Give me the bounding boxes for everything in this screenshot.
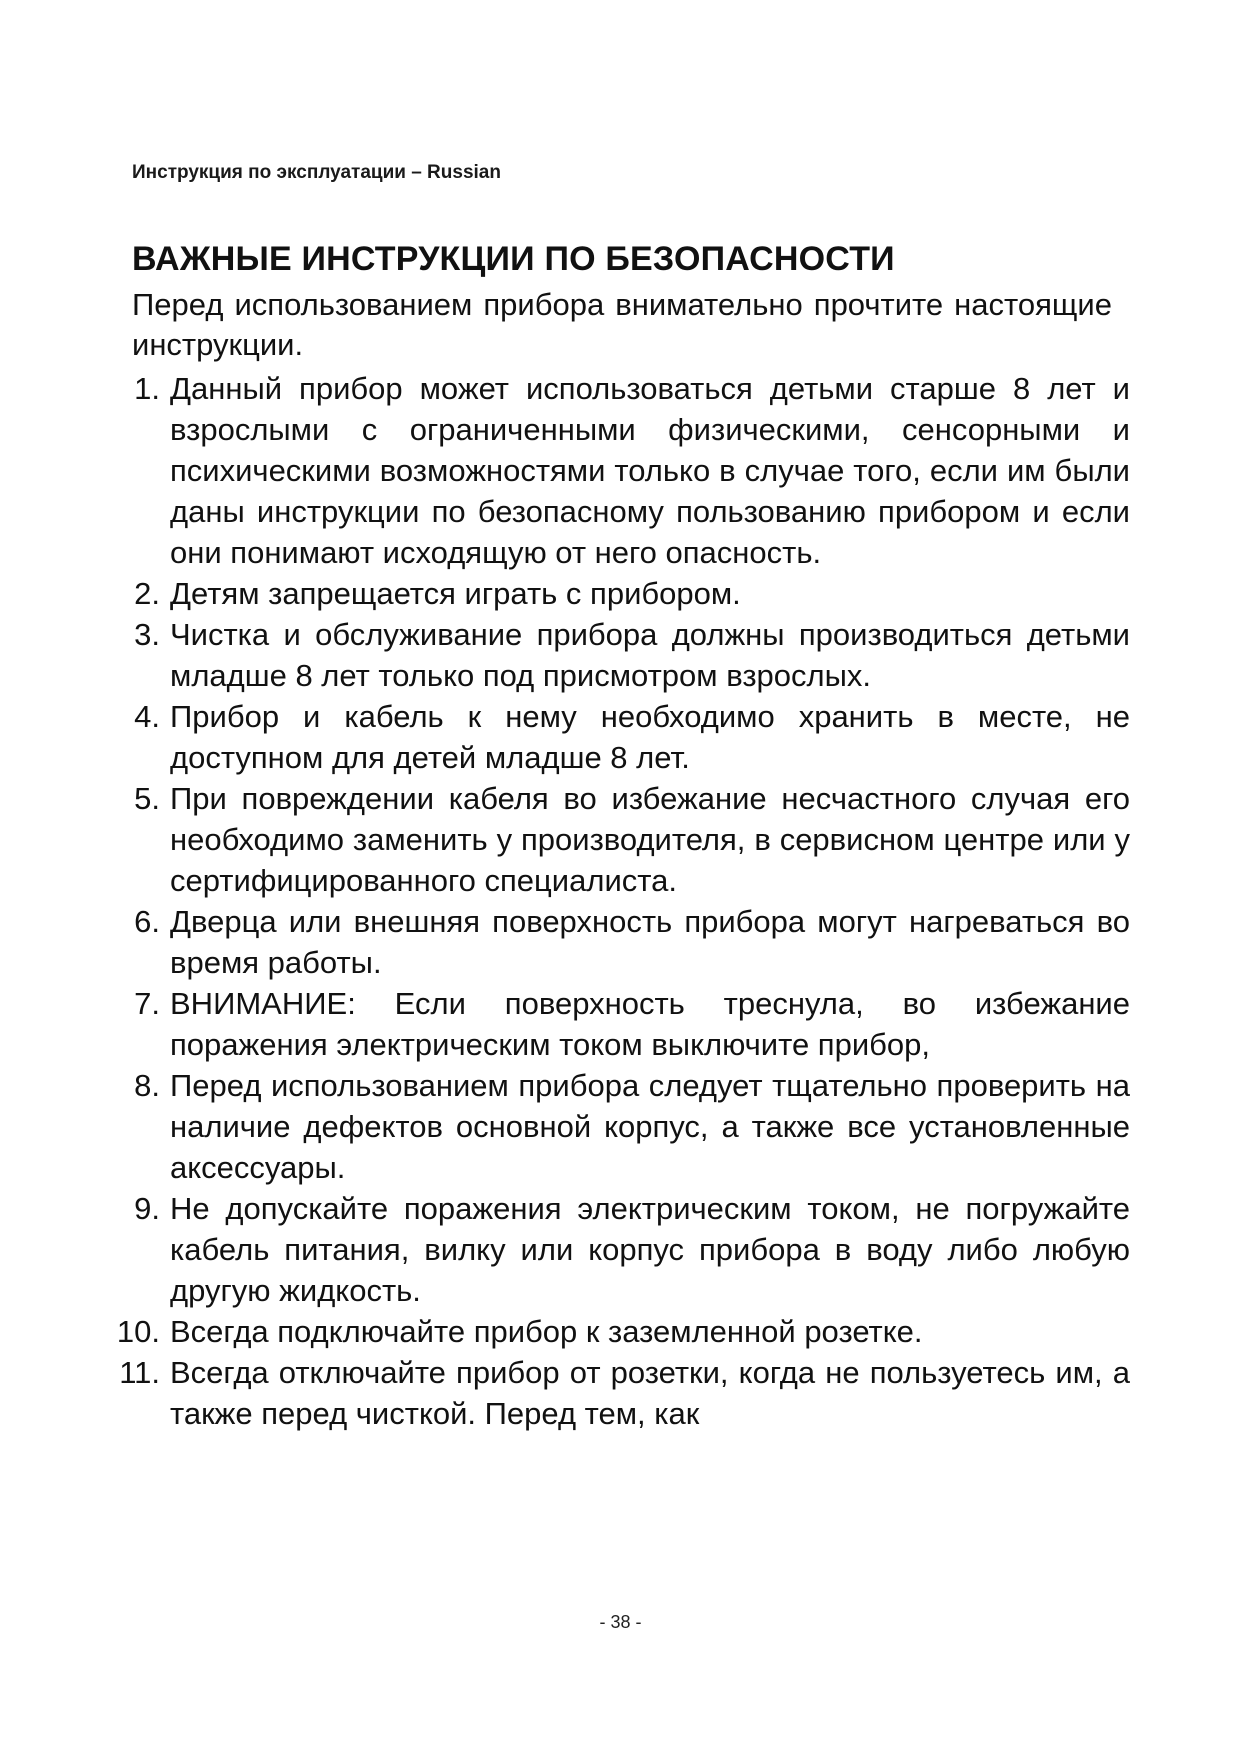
safety-rules-list bbox=[100, 368, 1130, 1434]
list-item-text: Данный прибор может использоваться детьми старше 8 лет и взрослыми с ограниченными физическими, сенсорными и психическими возможностями только в случае того, если им были даны инструкции по безопасному пользованию прибором и если они понимают исходящую от него опасность. bbox=[170, 371, 1130, 570]
list-item-number: 10. bbox=[116, 1314, 160, 1349]
list-item-text: ВНИМАНИЕ: Если поверхность треснула, во избежание поражения электрическим током выключите прибор, bbox=[170, 986, 1130, 1062]
list-item-number: 11. bbox=[119, 1355, 160, 1390]
list-item bbox=[100, 1311, 1130, 1352]
running-header: Инструкция по эксплуатации – Russian bbox=[132, 162, 501, 183]
list-item-text: При повреждении кабеля во избежание несчастного случая его необходимо заменить у производителя, в сервисном центре или у сертифицированного специалиста. bbox=[170, 781, 1130, 898]
list-item bbox=[100, 696, 1130, 778]
list-item bbox=[100, 901, 1130, 983]
list-item-text: Всегда подключайте прибор к заземленной розетке. bbox=[170, 1314, 923, 1349]
intro-paragraph: Перед использованием прибора внимательно прочтите настоящие инструкции. bbox=[132, 287, 1112, 362]
list-item-text: Не допускайте поражения электрическим током, не погружайте кабель питания, вилку или корпус прибора в воду либо любую другую жидкость. bbox=[170, 1191, 1130, 1308]
list-item bbox=[100, 1352, 1130, 1434]
list-item bbox=[100, 573, 1130, 614]
list-item-number: 9. bbox=[134, 1191, 160, 1226]
list-item-text: Чистка и обслуживание прибора должны производиться детьми младше 8 лет только под присмотром взрослых. bbox=[170, 617, 1130, 693]
page-number: - 38 - bbox=[599, 1612, 642, 1632]
list-item-text: Всегда отключайте прибор от розетки, когда не пользуетесь им, а также перед чисткой. Перед тем, как bbox=[170, 1355, 1130, 1431]
list-item bbox=[100, 983, 1130, 1065]
list-item-number: 6. bbox=[134, 904, 160, 939]
list-item-number: 5. bbox=[134, 781, 160, 816]
list-item bbox=[100, 1188, 1130, 1311]
list-item bbox=[100, 778, 1130, 901]
list-item-number: 8. bbox=[134, 1068, 160, 1103]
list-item-number: 2. bbox=[134, 576, 160, 611]
list-item-number: 4. bbox=[134, 699, 160, 734]
list-item-number: 1. bbox=[134, 371, 160, 406]
list-item-text: Перед использованием прибора следует тщательно проверить на наличие дефектов основной корпус, а также все установленные аксессуары. bbox=[170, 1068, 1130, 1185]
list-item-number: 7. bbox=[134, 986, 160, 1021]
list-item bbox=[100, 614, 1130, 696]
list-item-text: Дверца или внешняя поверхность прибора могут нагреваться во время работы. bbox=[170, 904, 1130, 980]
list-item-text: Детям запрещается играть с прибором. bbox=[170, 576, 741, 611]
section-title: ВАЖНЫЕ ИНСТРУКЦИИ ПО БЕЗОПАСНОСТИ bbox=[132, 240, 895, 278]
list-item-text: Прибор и кабель к нему необходимо хранить в месте, не доступном для детей младше 8 лет. bbox=[170, 699, 1130, 775]
list-item bbox=[100, 368, 1130, 573]
list-item bbox=[100, 1065, 1130, 1188]
list-item-number: 3. bbox=[134, 617, 160, 652]
